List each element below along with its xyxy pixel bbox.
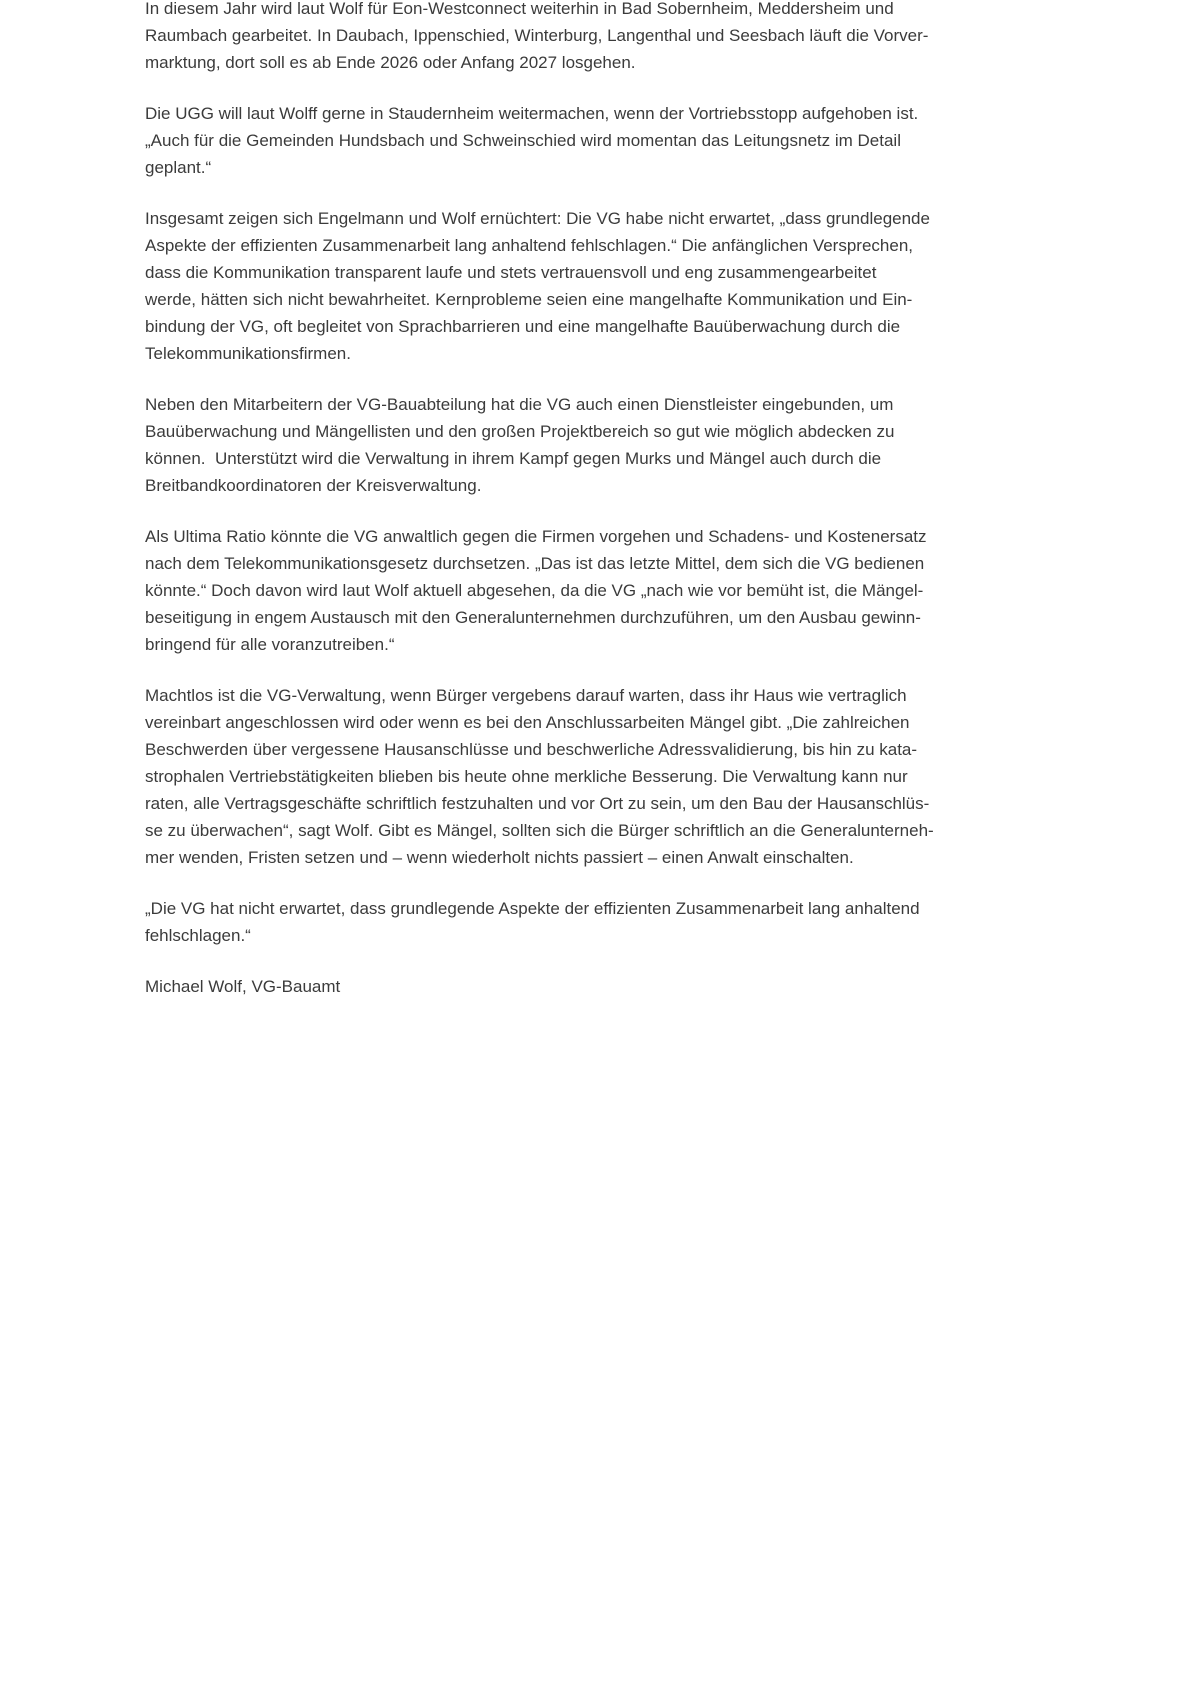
text-line: Breitbandkoordinatoren der Kreisverwaltung. (145, 476, 482, 495)
byline (145, 973, 1055, 1000)
paragraph (145, 205, 1055, 367)
article-text (145, 0, 1055, 1000)
text-line: bringend für alle voranzutreiben.“ (145, 635, 395, 654)
text-line: „Die VG hat nicht erwartet, dass grundlegende Aspekte der effizienten Zusammenarbeit lang anhaltend (145, 899, 920, 918)
text-line: Insgesamt zeigen sich Engelmann und Wolf ernüchtert: Die VG habe nicht erwartet, „dass grundlegende (145, 209, 930, 228)
text-line: raten, alle Vertragsgeschäfte schriftlich festzuhalten und vor Ort zu sein, um den Bau der Hausanschlüs- (145, 794, 930, 813)
text-line: dass die Kommunikation transparent laufe und stets vertrauensvoll und eng zusammengearbeitet (145, 263, 877, 282)
text-line: fehlschlagen.“ (145, 926, 251, 945)
text-line: marktung, dort soll es ab Ende 2026 oder Anfang 2027 losgehen. (145, 53, 636, 72)
text-line: beseitigung in engem Austausch mit den Generalunternehmen durchzuführen, um den Ausbau gewinn- (145, 608, 921, 627)
text-line: vereinbart angeschlossen wird oder wenn es bei den Anschlussarbeiten Mängel gibt. „Die zahlreichen (145, 713, 910, 732)
text-line: Raumbach gearbeitet. In Daubach, Ippenschied, Winterburg, Langenthal und Seesbach läuft die Vorver- (145, 26, 929, 45)
text-line: können. Unterstützt wird die Verwaltung in ihrem Kampf gegen Murks und Mängel auch durch die (145, 449, 882, 468)
text-line: „Auch für die Gemeinden Hundsbach und Schweinschied wird momentan das Leitungsnetz im Detail (145, 131, 901, 150)
text-line: Als Ultima Ratio könnte die VG anwaltlich gegen die Firmen vorgehen und Schadens- und Kostenersatz (145, 527, 927, 546)
text-line: nach dem Telekommunikationsgesetz durchsetzen. „Das ist das letzte Mittel, dem sich die VG bedienen (145, 554, 925, 573)
text-line: Aspekte der effizienten Zusammenarbeit lang anhaltend fehlschlagen.“ Die anfänglichen Versprechen, (145, 236, 914, 255)
text-line: strophalen Vertriebstätigkeiten blieben bis heute ohne merkliche Besserung. Die Verwaltung kann nur (145, 767, 908, 786)
pull-quote (145, 895, 1055, 949)
paragraph (145, 391, 1055, 499)
text-line: geplant.“ (145, 158, 212, 177)
text-line: In diesem Jahr wird laut Wolf für Eon-Westconnect weiterhin in Bad Sobernheim, Meddersheim und (145, 0, 894, 18)
text-line: Die UGG will laut Wolff gerne in Staudernheim weitermachen, wenn der Vortriebsstopp aufgehoben ist. (145, 104, 919, 123)
paragraph (145, 682, 1055, 871)
text-line: Michael Wolf, VG-Bauamt (145, 977, 341, 996)
paragraph (145, 523, 1055, 658)
text-line: Beschwerden über vergessene Hausanschlüsse und beschwerliche Adressvalidierung, bis hin zu kata- (145, 740, 918, 759)
text-line: se zu überwachen“, sagt Wolf. Gibt es Mängel, sollten sich die Bürger schriftlich an die Generalunterneh- (145, 821, 934, 840)
text-line: bindung der VG, oft begleitet von Sprachbarrieren und eine mangelhafte Bauüberwachung durch die (145, 317, 901, 336)
text-line: könnte.“ Doch davon wird laut Wolf aktuell abgesehen, da die VG „nach wie vor bemüht ist, die Mängel- (145, 581, 924, 600)
text-line: Telekommunikationsfirmen. (145, 344, 351, 363)
text-line: werde, hätten sich nicht bewahrheitet. Kernprobleme seien eine mangelhafte Kommunikation und Ein- (145, 290, 913, 309)
paragraph (145, 100, 1055, 181)
text-line: Neben den Mitarbeitern der VG-Bauabteilung hat die VG auch einen Dienstleister eingebunden, um (145, 395, 894, 414)
paragraph (145, 0, 1055, 76)
text-line: Machtlos ist die VG-Verwaltung, wenn Bürger vergebens darauf warten, dass ihr Haus wie vertraglich (145, 686, 907, 705)
text-line: mer wenden, Fristen setzen und – wenn wiederholt nichts passiert – einen Anwalt einschalten. (145, 848, 854, 867)
text-line: Bauüberwachung und Mängellisten und den großen Projektbereich so gut wie möglich abdecken zu (145, 422, 895, 441)
